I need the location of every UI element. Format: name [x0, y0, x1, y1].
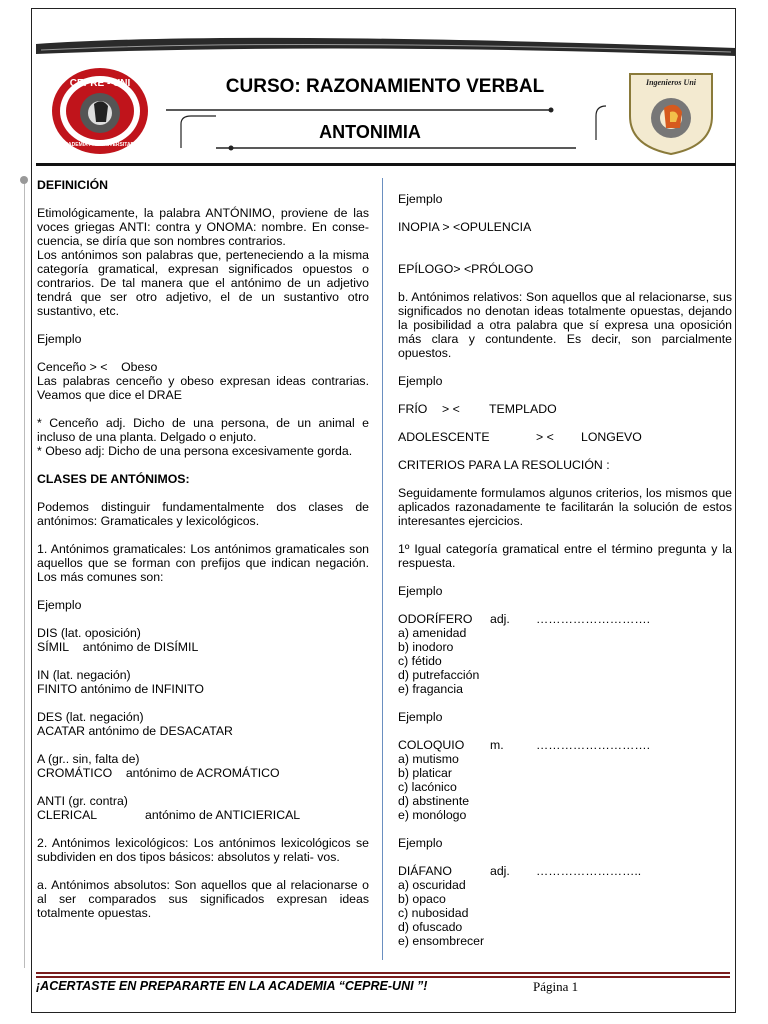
- ejemplo-label: Ejemplo: [398, 584, 443, 598]
- footer-slogan: ¡ACERTASTE EN PREPARARTE EN LA ACADEMIA “CEPRE-UNI ”!: [36, 979, 428, 993]
- drae-definition-2: * Obeso adj: Dicho de una persona excesivamente gorda.: [37, 444, 353, 458]
- course-title: CURSO: RAZONAMIENTO VERBAL: [225, 76, 545, 97]
- left-margin-dot: [20, 176, 28, 184]
- example-epilogo: EPÍLOGO> <PRÓLOGO: [398, 262, 534, 276]
- criterios-paragraph: Seguidamente formulamos algunos criterios, los mismos que aplicados razonadamente te facilitarán la solución de estos interesantes ejercicios.: [398, 486, 732, 528]
- prefix-head: IN (lat. negación): [37, 668, 131, 682]
- clases-paragraph: Podemos distinguir fundamentalmente dos clases de antónimos: Gramaticales y lexicológicos.: [37, 500, 369, 528]
- option: e) fragancia: [398, 682, 463, 696]
- prefix-head: DES (lat. negación): [37, 710, 144, 724]
- prefix-word: CLERICAL: [37, 808, 98, 822]
- criterios-heading: CRITERIOS PARA LA RESOLUCIÓN :: [398, 458, 610, 472]
- column-divider: [382, 178, 383, 960]
- frio-word: FRÍO: [398, 402, 428, 416]
- question-word: COLOQUIO: [398, 738, 465, 752]
- drae-definition-1: * Cenceño adj. Dicho de una persona, de un animal e incluso de una planta. Delgado o enjuto.: [37, 416, 369, 444]
- prefix-example: [37, 766, 369, 780]
- page-number: Página 1: [533, 979, 579, 994]
- gramaticales-paragraph: 1. Antónimos gramaticales: Los antónimos gramaticales son aquellos que se forman con prefijos que indican negación. Los más comunes son:: [37, 542, 369, 584]
- question-blank: ……………………….: [536, 738, 651, 752]
- ejemplo-label: Ejemplo: [398, 710, 443, 724]
- option: a) amenidad: [398, 626, 467, 640]
- option: b) platicar: [398, 766, 452, 780]
- definicion-heading: DEFINICIÓN: [37, 178, 109, 192]
- adolescente-antonym: LONGEVO: [581, 430, 642, 444]
- adolescente-operator: > <: [536, 430, 554, 444]
- frio-operator: > <: [442, 402, 460, 416]
- absolutos-paragraph: a. Antónimos absolutos: Son aquellos que al relacionarse o al ser comparados sus significados expresan ideas totalmente opuestas.: [37, 878, 369, 920]
- prefix-word: CROMÁTICO: [37, 766, 113, 780]
- prefix-example: ACATAR antónimo de DESACATAR: [37, 724, 233, 738]
- option: b) opaco: [398, 892, 446, 906]
- definicion-paragraph-1: Etimológicamente, la palabra ANTÓNIMO, proviene de las voces griegas ANTI: contra y ONOMA: nombre. En conse- cuencia, se diría que son nombres contrarios.: [37, 206, 369, 248]
- ingenieros-uni-logo: [626, 70, 716, 156]
- question-category: adj.: [490, 612, 510, 626]
- prefix-antonym: antónimo de ACROMÁTICO: [125, 766, 280, 780]
- prefix-example: FINITO antónimo de INFINITO: [37, 682, 204, 696]
- question-blank: ……………………..: [536, 864, 642, 878]
- option: c) lacónico: [398, 780, 457, 794]
- question-line: [398, 738, 732, 752]
- option: d) putrefacción: [398, 668, 480, 682]
- prefix-example: [37, 808, 369, 822]
- prefix-antonym: antónimo de ANTICIERICAL: [145, 808, 301, 822]
- criterio-1: 1º Igual categoría gramatical entre el término pregunta y la respuesta.: [398, 542, 732, 570]
- left-column: [37, 178, 369, 920]
- option: d) ofuscado: [398, 920, 463, 934]
- option: b) inodoro: [398, 640, 454, 654]
- right-column: [398, 178, 732, 948]
- example-inopia: INOPIA > <OPULENCIA: [398, 220, 532, 234]
- prefix-head: A (gr.. sin, falta de): [37, 752, 140, 766]
- option: a) mutismo: [398, 752, 459, 766]
- option: c) fétido: [398, 654, 442, 668]
- option: e) ensombrecer: [398, 934, 485, 948]
- question-line: [398, 864, 732, 878]
- ejemplo-label: Ejemplo: [398, 192, 443, 206]
- question-word: DIÁFANO: [398, 864, 452, 878]
- prefix-head: DIS (lat. oposición): [37, 626, 141, 640]
- prefix-word: SÍMIL: [37, 640, 70, 654]
- svg-text:ACADEMIA PRE UNIVERSITARIA: ACADEMIA PRE UNIVERSITARIA: [60, 142, 140, 148]
- cenceno-paragraph: Las palabras cenceño y obeso expresan ideas contrarias. Veamos que dice el DRAE: [37, 374, 369, 402]
- left-margin-rule: [24, 178, 25, 968]
- option: e) monólogo: [398, 808, 467, 822]
- definicion-paragraph-2: Los antónimos son palabras que, perteneciendo a la misma categoría gramatical, expresan significados opuestos o contrarios. De tal manera que el antónimo de un adjetivo tendrá que ser otro adjetivo, el de un sustantivo otro sustantivo, etc.: [37, 248, 369, 318]
- ejemplo-label: Ejemplo: [398, 836, 443, 850]
- option: a) oscuridad: [398, 878, 466, 892]
- svg-text:CEPRE - UNI: CEPRE - UNI: [69, 78, 131, 89]
- clases-heading: CLASES DE ANTÓNIMOS:: [37, 472, 190, 486]
- frio-antonym: TEMPLADO: [489, 402, 557, 416]
- question-blank: ……………………….: [536, 612, 651, 626]
- prefix-antonym: antónimo de DISÍMIL: [82, 640, 199, 654]
- example-adolescente: [398, 430, 732, 444]
- ejemplo-label: Ejemplo: [398, 374, 443, 388]
- relativos-paragraph: b. Antónimos relativos: Son aquellos que al relacionarse, sus significados no denotan ideas totalmente opuestas, dejando la posibilidad a otra palabra que sí expresa una oposición más clara y contundente. Es decir, son parcialmente opuestos.: [398, 290, 732, 360]
- topic-title: ANTONIMIA: [319, 122, 421, 142]
- question-category: m.: [490, 738, 504, 752]
- lexicologicos-paragraph: 2. Antónimos lexicológicos: Los antónimos lexicológicos se subdividen en dos tipos básicos: absolutos y relati- vos.: [37, 836, 369, 864]
- ejemplo-label: Ejemplo: [37, 332, 82, 346]
- option: c) nubosidad: [398, 906, 469, 920]
- question-line: [398, 612, 732, 626]
- question-word: ODORÍFERO: [398, 612, 473, 626]
- prefix-example: [37, 640, 369, 654]
- cepre-uni-logo: [50, 66, 150, 156]
- svg-text:Ingenieros Uni: Ingenieros Uni: [645, 78, 697, 87]
- example-frio: [398, 402, 732, 416]
- cenceno-example: Cenceño > < Obeso: [37, 360, 158, 374]
- adolescente-word: ADOLESCENTE: [398, 430, 490, 444]
- question-category: adj.: [490, 864, 510, 878]
- prefix-head: ANTI (gr. contra): [37, 794, 128, 808]
- ejemplo-label: Ejemplo: [37, 598, 82, 612]
- option: d) abstinente: [398, 794, 470, 808]
